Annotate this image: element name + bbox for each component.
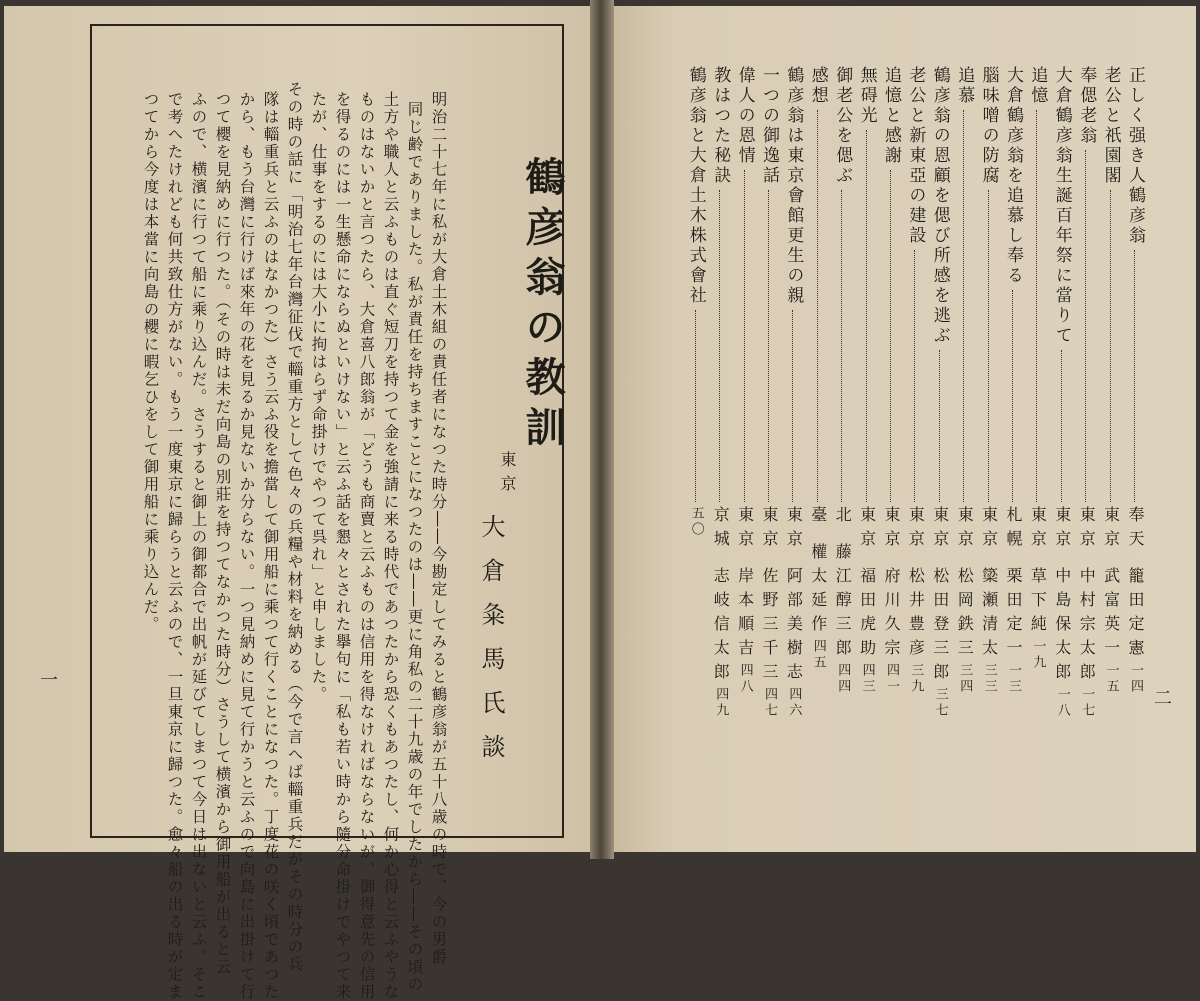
toc-entry-location: 東京 [930, 506, 950, 554]
toc-entry-page: 四四 [835, 663, 851, 696]
toc-entry-page: 三七 [932, 687, 948, 720]
toc-leader-dots [866, 130, 867, 502]
body-column: つて櫻を見納めに行つた。（その時は未だ向島の別莊を持つてなかつた時分）さうして横濱から御用船が出ると云 [213, 91, 232, 976]
toc-entry-author [1127, 506, 1143, 695]
page-number-left: 一 [40, 670, 58, 691]
toc-entry-location: 東京 [906, 506, 926, 554]
toc-entry-page: 四七 [762, 687, 777, 720]
spacer [1004, 554, 1023, 567]
toc-entry-author-name: 簗瀬清太 [979, 567, 999, 664]
toc-entry-author-name: 佐野三千三 [760, 567, 779, 688]
toc-entry-title: 追憶 [1027, 66, 1048, 106]
toc-leader-dots [1012, 290, 1013, 502]
spacer [711, 554, 730, 567]
page-number-right: 二 [1154, 688, 1172, 709]
toc-entry-title: 大倉鶴彦翁を追慕し奉る [1003, 66, 1023, 286]
toc-entry-page: 四八 [737, 663, 753, 696]
toc-entry-author-name: 松岡鉄三 [955, 567, 975, 664]
toc-leader-dots [1085, 150, 1086, 502]
body-column: 明治二十七年に私が大倉土木組の責任者になつた時分――今勘定してみると鶴彦翁が五十八歳の時で、今の男爵 [429, 91, 448, 966]
spacer [833, 530, 852, 543]
toc-entry-page: 一七 [1079, 687, 1095, 720]
toc-entry-location: 東京 [760, 506, 779, 554]
toc-entry-location: 臺 [808, 506, 828, 530]
toc-entry-location: 東京 [1077, 506, 1097, 554]
toc-entry-page: 四三 [859, 663, 875, 696]
toc-entry-page: 一四 [1128, 663, 1143, 696]
toc-leader-dots [695, 310, 696, 502]
body-column: つてから今度は本當に向島の櫻に暇乞ひをして御用船に乘り込んだ。 [141, 91, 160, 634]
toc-entry-author-name: 權太延作 [808, 543, 828, 640]
toc-entry-author [833, 506, 853, 696]
toc-entry-author [1028, 506, 1048, 672]
toc-entry-author-name: 松田登三郎 [930, 567, 950, 688]
toc-leader-dots [1134, 250, 1135, 502]
toc-entry-title: 鶴彦翁の恩顧を偲び所感を逃ぶ [929, 66, 950, 346]
spacer [1077, 554, 1096, 567]
spacer [931, 554, 950, 567]
toc-entry-author [761, 506, 777, 719]
toc-entry-title: 教はつた秘訣 [710, 66, 731, 186]
toc-entry-location: 東京 [1101, 506, 1121, 554]
spacer [882, 554, 901, 567]
toc-leader-dots [890, 170, 891, 502]
toc-entry-page: 五〇 [688, 506, 704, 538]
toc-entry-author [810, 506, 826, 671]
article-location: 東京 [498, 451, 517, 499]
toc-entry-author-name: 中村宗太郎 [1077, 567, 1097, 688]
toc-entry-title: 腦味噌の防腐 [978, 66, 999, 186]
toc-entry-author [981, 506, 997, 695]
toc-entry-title: 追慕 [954, 66, 975, 106]
toc-entry-location: 北 [833, 506, 853, 530]
body-column: 土方や職人と云ふものは直ぐ短刀を持つて金を強請に来る時代であつたから恐くもあつたし、何か心得と云ふやうな [381, 91, 400, 1001]
toc-leader-dots [988, 190, 989, 502]
toc-entry-page: 一八 [1054, 687, 1070, 720]
body-column: を得るのには一生懸命にならぬといけない」と云ふ話を懇々とされた擧句に「私も若い時から隨分命掛けでやつて来 [333, 91, 352, 1001]
toc-entry-title: 鶴彦翁は東京會館更生の親 [783, 66, 804, 306]
toc-leader-dots [939, 350, 940, 502]
toc-entry-title: 偉人の恩情 [734, 66, 755, 166]
article-author: 大倉粂馬氏談 [477, 514, 505, 778]
toc-leader-dots [817, 110, 818, 502]
toc-entry-title: 老公と新東亞の建設 [905, 66, 926, 246]
toc-entry-title: 奉偲老翁 [1076, 66, 1097, 146]
toc-leader-dots [744, 170, 745, 502]
toc-entry-author [711, 506, 731, 720]
left-page [4, 6, 598, 1001]
spacer [736, 554, 755, 567]
toc-entry-location: 東京 [979, 506, 999, 554]
toc-entry-location: 東京 [1052, 506, 1072, 554]
toc-entry-page: 三九 [908, 663, 924, 696]
toc-entry-author-name: 草下純 [1028, 567, 1048, 640]
book-gutter [590, 0, 614, 859]
toc-entry-page: 四五 [810, 639, 826, 672]
toc-entry-location: 札幌 [1004, 506, 1023, 554]
toc-entry-location: 東京 [857, 506, 877, 554]
toc-entry-title: 一つの御逸話 [759, 66, 779, 186]
toc-entry-title: 老公と祇園閣 [1100, 66, 1121, 186]
toc-entry-author [932, 506, 948, 719]
spacer [1126, 554, 1145, 567]
toc-entry-title: 大倉鶴彦翁生誕百年祭に當りて [1051, 66, 1072, 346]
toc-entry-title: 追憶と感謝 [881, 66, 901, 166]
toc-entry-location: 東京 [882, 506, 901, 554]
body-column: たが、仕事をするのには大小に拘はらず命掛けでやつて呉れ」と申しました。 [309, 91, 328, 704]
toc-entry-page: 三四 [957, 663, 973, 696]
toc-entry-author-name: 栗田定一 [1004, 567, 1023, 664]
body-column: から、もう台灣に行けば來年の花を見るか見ないか分らない。一つ見納めに見て行かうと云ふので向島に出掛けて行 [237, 91, 256, 1001]
toc-entry-author-name: 府川久宗 [882, 567, 901, 664]
right-page [606, 6, 1196, 852]
body-column: ふので、横濱に行つて船に乘り込んだ。さうすると御上の御都合で出帆が延びてしまつて今日は出ないと云ふ。そこ [189, 91, 208, 1001]
spacer [784, 554, 803, 567]
toc-entry-author-name: 松井豊彦 [906, 567, 926, 664]
toc-entry-author-name: 籠田定憲 [1126, 567, 1145, 664]
toc-entry-title: 無碍光 [856, 66, 877, 126]
toc-leader-dots [1110, 190, 1111, 502]
toc-entry-location: 東京 [955, 506, 975, 554]
spacer [980, 554, 999, 567]
spacer [1028, 554, 1047, 567]
toc-leader-dots [792, 310, 793, 502]
toc-entry-author [1054, 506, 1070, 719]
body-column: で考へたけれども何共致仕方がない。もう一度東京に歸らうと云ふので、一旦東京に歸つた。愈々船の出る時が定ま [165, 91, 184, 1001]
toc-entry-author-name: 阿部美樹志 [784, 567, 804, 688]
toc-entry-location: 東京 [735, 506, 755, 554]
spacer [858, 554, 877, 567]
toc-entry-author-name: 志岐信太郎 [711, 567, 731, 688]
toc-leader-dots [1061, 350, 1062, 502]
spacer [955, 554, 974, 567]
toc-entry-author [688, 506, 704, 538]
toc-entry-author [1005, 506, 1021, 695]
toc-entry-author [1103, 506, 1119, 695]
toc-entry-author [955, 506, 975, 696]
toc-leader-dots [719, 190, 720, 502]
toc-entry-author-name: 福田虎助 [857, 567, 877, 664]
spacer [1053, 554, 1072, 567]
toc-entry-author-name: 岸本順吉 [735, 567, 755, 664]
toc-leader-dots [963, 110, 964, 502]
toc-entry-page: 四九 [713, 687, 729, 720]
toc-entry-author [906, 506, 926, 696]
spacer [809, 530, 828, 543]
toc-leader-dots [841, 190, 842, 502]
toc-entry-location: 京城 [711, 506, 731, 554]
toc-entry-location: 東京 [1028, 506, 1048, 554]
body-column: 同じ齢でありました。私が責任を持ちますことになつたのは――更に角私の二十九歳の年でしたから――その頃の [405, 101, 424, 994]
toc-entry-title: 鶴彦翁と大倉土木株式會社 [685, 66, 706, 306]
toc-entry-author [784, 506, 804, 720]
toc-entry-author [859, 506, 875, 695]
toc-entry-location: 奉天 [1126, 506, 1145, 554]
toc-entry-page: 一九 [1030, 639, 1046, 672]
spacer [906, 554, 925, 567]
toc-entry-page: 一五 [1103, 663, 1119, 696]
body-column: 隊は輜重兵と云ふのはなかつた）さう云ふ役を擔當して御用船に乘つて行くことになつた。丁度花の咲く頃であつた [261, 91, 280, 1001]
toc-entry-page: 四六 [786, 687, 802, 720]
toc-entry-author-name: 中島保太郎 [1052, 567, 1072, 688]
toc-entry-page: 三三 [981, 663, 997, 696]
toc-entry-page: 一三 [1006, 663, 1021, 696]
article-title: 鶴彦翁の教訓 [519, 156, 566, 456]
body-column: その時の話に「明治七年台灣征伐で輜重方として色々の兵糧や材料を納める（今で言へば輜重兵だがその時分の兵 [285, 81, 304, 974]
toc-entry-title: 感想 [807, 66, 828, 106]
spacer [760, 554, 779, 567]
toc-entry-page: 四一 [884, 663, 899, 696]
toc-entry-location: 東京 [784, 506, 804, 554]
spacer [1102, 554, 1121, 567]
toc-leader-dots [914, 250, 915, 502]
toc-leader-dots [768, 190, 769, 502]
toc-entry-author [737, 506, 753, 695]
toc-entry-author-name: 武富英一 [1101, 567, 1121, 664]
body-column: ものはないかと言つたら、大倉喜八郎翁が「どうも商賣と云ふものは信用を得なければならないが、御得意先の信用 [357, 91, 376, 1001]
toc-entry-author-name: 藤江醇三郎 [833, 543, 853, 664]
toc-entry-title: 御老公を偲ぶ [832, 66, 853, 186]
toc-entry-author [883, 506, 899, 695]
toc-entry-title: 正しく强き人鶴彦翁 [1125, 66, 1145, 246]
toc-leader-dots [1036, 110, 1037, 502]
toc-entry-author [1077, 506, 1097, 720]
